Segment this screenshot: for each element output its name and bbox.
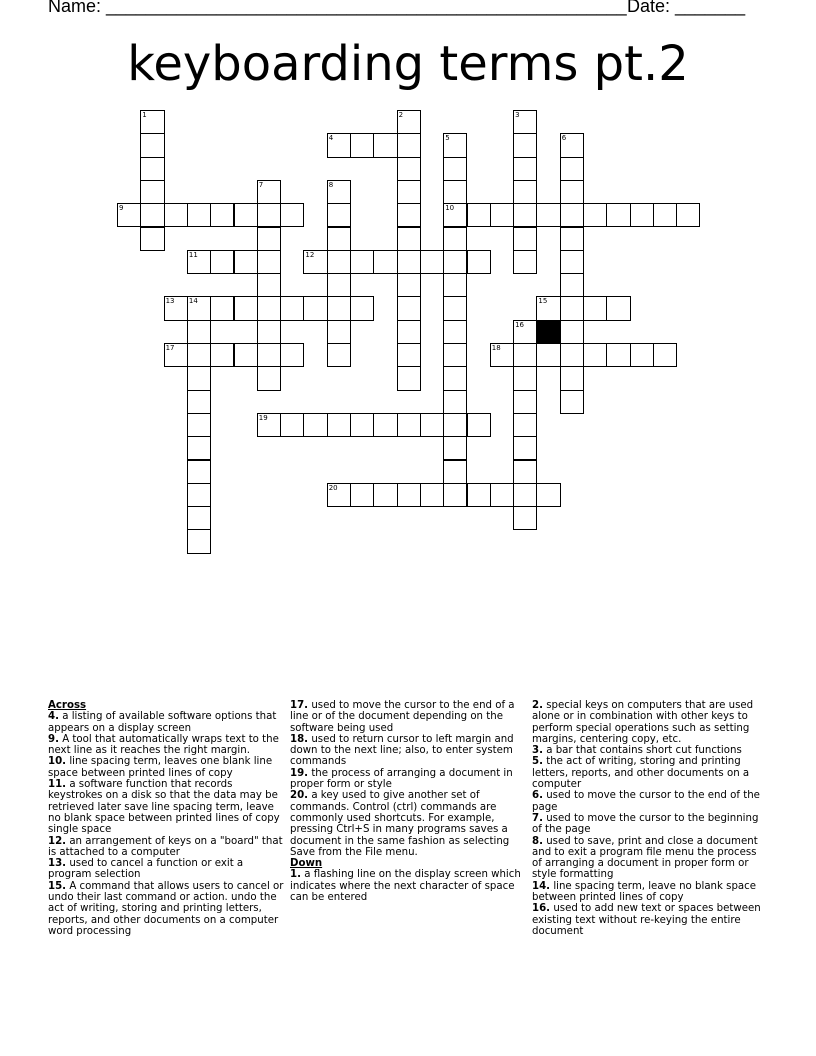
clue-number: 19 bbox=[258, 413, 268, 422]
grid-cell[interactable] bbox=[397, 296, 421, 320]
grid-cell[interactable] bbox=[443, 250, 467, 274]
clue-across-9: 9. A tool that automatically wraps text to the next line as it reaches the right margin. bbox=[48, 733, 279, 757]
grid-cell[interactable] bbox=[327, 203, 351, 227]
clue-across-12: 12. an arrangement of keys on a "board" that is attached to a computer bbox=[48, 835, 283, 858]
grid-cell[interactable] bbox=[327, 133, 351, 157]
grid-cell[interactable] bbox=[536, 203, 560, 227]
clue-down-5: 5. the act of writing, storing and printing letters, reports, and other documents on a computer bbox=[532, 756, 750, 791]
clue-number: 7 bbox=[258, 180, 264, 189]
clue-down-14: 14. line spacing term, leave no blank space between printed lines of copy bbox=[532, 880, 757, 904]
grid-cell[interactable] bbox=[443, 366, 467, 390]
grid-cell[interactable] bbox=[187, 413, 211, 437]
clue-number: 20 bbox=[328, 483, 338, 492]
grid-cell[interactable] bbox=[327, 343, 351, 367]
clue-across-20: 20. a key used to give another set of commands. Control (ctrl) commands are commonly used shortcuts. For example, pressing Ctrl+S in many programs saves a document in the same fashion as selecting Save from the File menu. bbox=[290, 790, 510, 858]
grid-cell[interactable] bbox=[443, 483, 467, 507]
grid-cell[interactable] bbox=[513, 227, 537, 251]
grid-cell[interactable] bbox=[536, 343, 560, 367]
grid-cell[interactable] bbox=[257, 227, 281, 251]
grid-cell[interactable] bbox=[397, 366, 421, 390]
grid-cell[interactable] bbox=[397, 273, 421, 297]
grid-cell[interactable] bbox=[583, 343, 607, 367]
grid-cell[interactable] bbox=[560, 390, 584, 414]
grid-cell[interactable] bbox=[350, 413, 374, 437]
clue-number: 16 bbox=[515, 320, 525, 329]
grid-cell[interactable] bbox=[257, 250, 281, 274]
grid-cell[interactable] bbox=[397, 227, 421, 251]
clue-number: 14 bbox=[188, 297, 198, 306]
grid-cell[interactable] bbox=[327, 296, 351, 320]
clue-across-13: 13. used to cancel a function or exit a program selection bbox=[48, 858, 244, 881]
grid-cell[interactable] bbox=[234, 343, 258, 367]
grid-cell[interactable] bbox=[560, 273, 584, 297]
clue-across-18: 18. used to return cursor to left margin and down to the next line; also, to enter system commands bbox=[290, 733, 514, 768]
date-field-label[interactable]: Date: _______ bbox=[627, 0, 746, 16]
grid-cell[interactable] bbox=[164, 203, 188, 227]
grid-cell[interactable] bbox=[303, 296, 327, 320]
grid-cell[interactable] bbox=[397, 250, 421, 274]
grid-cell[interactable] bbox=[350, 133, 374, 157]
grid-cell[interactable] bbox=[327, 483, 351, 507]
grid-cell[interactable] bbox=[397, 413, 421, 437]
clue-number: 6 bbox=[561, 134, 567, 143]
across-heading: Across bbox=[48, 700, 87, 711]
clue-number: 1 bbox=[142, 111, 147, 119]
grid-cell[interactable] bbox=[513, 203, 537, 227]
grid-cell[interactable] bbox=[140, 110, 164, 134]
clue-number: 5 bbox=[445, 134, 450, 143]
grid-cell[interactable] bbox=[653, 203, 677, 227]
grid-cell[interactable] bbox=[490, 343, 514, 367]
grid-cell[interactable] bbox=[443, 343, 467, 367]
grid-cell[interactable] bbox=[560, 227, 584, 251]
grid-cell[interactable] bbox=[653, 343, 677, 367]
clue-number: 4 bbox=[328, 134, 334, 143]
grid-cell[interactable] bbox=[397, 343, 421, 367]
grid-cell[interactable] bbox=[117, 203, 141, 227]
grid-cell[interactable] bbox=[257, 413, 281, 437]
grid-cell[interactable] bbox=[583, 296, 607, 320]
clue-across-17: 17. used to move the cursor to the end of a line or of the document depending on the software being used bbox=[290, 700, 515, 734]
grid-cell[interactable] bbox=[560, 203, 584, 227]
grid-cell[interactable] bbox=[513, 460, 537, 484]
grid-cell[interactable] bbox=[187, 203, 211, 227]
grid-cell[interactable] bbox=[397, 110, 421, 134]
grid-cell[interactable] bbox=[630, 343, 654, 367]
grid-cell[interactable] bbox=[257, 180, 281, 204]
grid-cell[interactable] bbox=[513, 250, 537, 274]
grid-cell[interactable] bbox=[350, 296, 374, 320]
grid-cell[interactable] bbox=[443, 413, 467, 437]
down-heading: Down bbox=[290, 858, 323, 870]
clue-number: 2 bbox=[398, 111, 404, 119]
grid-cell[interactable] bbox=[350, 250, 374, 274]
grid-cell[interactable] bbox=[327, 250, 351, 274]
clue-across-15: 15. A command that allows users to cancel or undo their last command or action. undo the act of writing, storing and printing letters, reports, and other documents on a computer word processing bbox=[48, 880, 284, 937]
grid-cell[interactable] bbox=[443, 320, 467, 344]
grid-cell[interactable] bbox=[443, 180, 467, 204]
grid-cell[interactable] bbox=[280, 413, 304, 437]
grid-cell[interactable] bbox=[140, 133, 164, 157]
grid-cell[interactable] bbox=[676, 203, 700, 227]
grid-cell[interactable] bbox=[513, 180, 537, 204]
grid-cell[interactable] bbox=[420, 413, 444, 437]
grid-cell[interactable] bbox=[187, 506, 211, 530]
puzzle-title: keyboarding terms pt.2 bbox=[127, 36, 689, 92]
clue-down-1: 1. a flashing line on the display screen which indicates where the next character of space can be entered bbox=[290, 869, 521, 904]
grid-cell[interactable] bbox=[234, 250, 258, 274]
grid-cell[interactable] bbox=[187, 529, 211, 553]
grid-cell[interactable] bbox=[420, 250, 444, 274]
grid-cell[interactable] bbox=[397, 483, 421, 507]
grid-cell[interactable] bbox=[187, 483, 211, 507]
grid-cell[interactable] bbox=[210, 296, 234, 320]
grid-cell[interactable] bbox=[443, 296, 467, 320]
grid-cell[interactable] bbox=[257, 203, 281, 227]
grid-cell[interactable] bbox=[560, 343, 584, 367]
grid-cell[interactable] bbox=[327, 180, 351, 204]
clue-across-19: 19. the process of arranging a document in proper form or style bbox=[290, 767, 513, 791]
grid-cell[interactable] bbox=[513, 390, 537, 414]
grid-cell[interactable] bbox=[257, 296, 281, 320]
grid-cell[interactable] bbox=[257, 366, 281, 390]
grid-cell[interactable] bbox=[187, 250, 211, 274]
clue-across-11: 11. a software function that records keystrokes on a disk so that the data may be retrieved later save line spacing term, leave no blank space between printed lines of copy single space bbox=[48, 779, 280, 836]
clue-across-4: 4. a listing of available software options that appears on a display screen bbox=[48, 711, 277, 734]
grid-cell[interactable] bbox=[606, 343, 630, 367]
clue-number: 3 bbox=[515, 111, 520, 119]
grid-cell[interactable] bbox=[513, 436, 537, 460]
grid-cell[interactable] bbox=[397, 180, 421, 204]
grid-cell[interactable] bbox=[490, 203, 514, 227]
clue-down-2: 2. special keys on computers that are used alone or in combination with other keys to perform special operations such as setting margins, centering copy, etc. bbox=[532, 700, 754, 745]
grid-cell[interactable] bbox=[140, 203, 164, 227]
grid-cell[interactable] bbox=[536, 296, 560, 320]
clue-column-1 bbox=[48, 700, 284, 937]
grid-cell[interactable] bbox=[513, 483, 537, 507]
grid-block bbox=[536, 320, 560, 344]
clue-number: 18 bbox=[491, 344, 501, 352]
grid-cell[interactable] bbox=[373, 250, 397, 274]
grid-cell[interactable] bbox=[397, 157, 421, 181]
grid-cell[interactable] bbox=[210, 343, 234, 367]
grid-cell[interactable] bbox=[606, 203, 630, 227]
grid-cell[interactable] bbox=[140, 180, 164, 204]
grid-cell[interactable] bbox=[443, 227, 467, 251]
clue-number: 13 bbox=[165, 297, 175, 306]
grid-cell[interactable] bbox=[397, 203, 421, 227]
grid-cell[interactable] bbox=[303, 250, 327, 274]
grid-cell[interactable] bbox=[443, 273, 467, 297]
grid-cell[interactable] bbox=[443, 133, 467, 157]
grid-cell[interactable] bbox=[560, 366, 584, 390]
grid-cell[interactable] bbox=[187, 436, 211, 460]
clue-number: 10 bbox=[445, 204, 455, 213]
grid-cell[interactable] bbox=[443, 436, 467, 460]
grid-cell[interactable] bbox=[467, 483, 491, 507]
grid-cell[interactable] bbox=[560, 320, 584, 344]
grid-cell[interactable] bbox=[187, 296, 211, 320]
grid-cell[interactable] bbox=[443, 203, 467, 227]
grid-cell[interactable] bbox=[327, 273, 351, 297]
grid-cell[interactable] bbox=[350, 483, 374, 507]
grid-cell[interactable] bbox=[187, 366, 211, 390]
grid-cell[interactable] bbox=[397, 320, 421, 344]
grid-cell[interactable] bbox=[443, 157, 467, 181]
grid-cell[interactable] bbox=[630, 203, 654, 227]
grid-cell[interactable] bbox=[210, 203, 234, 227]
grid-cell[interactable] bbox=[560, 180, 584, 204]
grid-cell[interactable] bbox=[164, 343, 188, 367]
grid-cell[interactable] bbox=[280, 296, 304, 320]
grid-cell[interactable] bbox=[560, 133, 584, 157]
grid-cell[interactable] bbox=[280, 343, 304, 367]
grid-cell[interactable] bbox=[373, 413, 397, 437]
grid-cell[interactable] bbox=[373, 133, 397, 157]
grid-cell[interactable] bbox=[467, 413, 491, 437]
grid-cell[interactable] bbox=[280, 203, 304, 227]
grid-cell[interactable] bbox=[187, 460, 211, 484]
clue-down-3: 3. a bar that contains short cut functions bbox=[532, 745, 742, 757]
grid-cell[interactable] bbox=[443, 460, 467, 484]
grid-cell[interactable] bbox=[327, 413, 351, 437]
grid-cell[interactable] bbox=[513, 366, 537, 390]
grid-cell[interactable] bbox=[513, 320, 537, 344]
grid-cell[interactable] bbox=[513, 413, 537, 437]
clue-number: 11 bbox=[188, 250, 198, 259]
grid-cell[interactable] bbox=[164, 296, 188, 320]
grid-cell[interactable] bbox=[303, 413, 327, 437]
grid-cell[interactable] bbox=[327, 320, 351, 344]
grid-cell[interactable] bbox=[187, 390, 211, 414]
clue-number: 12 bbox=[305, 250, 315, 259]
grid-cell[interactable] bbox=[140, 227, 164, 251]
grid-cell[interactable] bbox=[513, 506, 537, 530]
grid-cell[interactable] bbox=[257, 343, 281, 367]
grid-cell[interactable] bbox=[420, 483, 444, 507]
clue-across-10: 10. line spacing term, leaves one blank line space between printed lines of copy bbox=[48, 756, 273, 779]
grid-cell[interactable] bbox=[140, 157, 164, 181]
grid-cell[interactable] bbox=[513, 133, 537, 157]
grid-cell[interactable] bbox=[560, 157, 584, 181]
grid-cell[interactable] bbox=[257, 273, 281, 297]
grid-cell[interactable] bbox=[606, 296, 630, 320]
name-field-label[interactable]: Name: ____________________________________________________ bbox=[48, 0, 627, 16]
grid-cell[interactable] bbox=[513, 343, 537, 367]
clue-number: 17 bbox=[165, 344, 175, 352]
clue-number: 8 bbox=[328, 180, 334, 189]
grid-cell[interactable] bbox=[373, 483, 397, 507]
grid-cell[interactable] bbox=[513, 157, 537, 181]
grid-cell[interactable] bbox=[234, 203, 258, 227]
grid-cell[interactable] bbox=[583, 203, 607, 227]
grid-cell[interactable] bbox=[560, 296, 584, 320]
grid-cell[interactable] bbox=[327, 227, 351, 251]
grid-cell[interactable] bbox=[513, 110, 537, 134]
clue-number: 15 bbox=[538, 297, 548, 306]
clue-number: 9 bbox=[119, 204, 124, 213]
grid-cell[interactable] bbox=[490, 483, 514, 507]
clue-down-7: 7. used to move the cursor to the beginning of the page bbox=[532, 812, 759, 836]
grid-cell[interactable] bbox=[467, 203, 491, 227]
grid-cell[interactable] bbox=[234, 296, 258, 320]
grid-cell[interactable] bbox=[210, 250, 234, 274]
grid-cell[interactable] bbox=[536, 483, 560, 507]
clue-down-8: 8. used to save, print and close a document and to exit a program file menu the process of arranging a document in proper form or style formatting bbox=[532, 835, 758, 881]
grid-cell[interactable] bbox=[257, 320, 281, 344]
grid-cell[interactable] bbox=[467, 250, 491, 274]
grid-cell[interactable] bbox=[187, 320, 211, 344]
clue-column-2 bbox=[290, 700, 524, 903]
grid-cell[interactable] bbox=[397, 133, 421, 157]
grid-cell[interactable] bbox=[560, 250, 584, 274]
clue-column-3 bbox=[532, 700, 768, 937]
grid-cell[interactable] bbox=[443, 390, 467, 414]
clue-down-16: 16. used to add new text or spaces between existing text without re-keying the entire document bbox=[532, 903, 761, 937]
grid-cell[interactable] bbox=[187, 343, 211, 367]
clue-down-6: 6. used to move the cursor to the end of the page bbox=[532, 790, 760, 813]
